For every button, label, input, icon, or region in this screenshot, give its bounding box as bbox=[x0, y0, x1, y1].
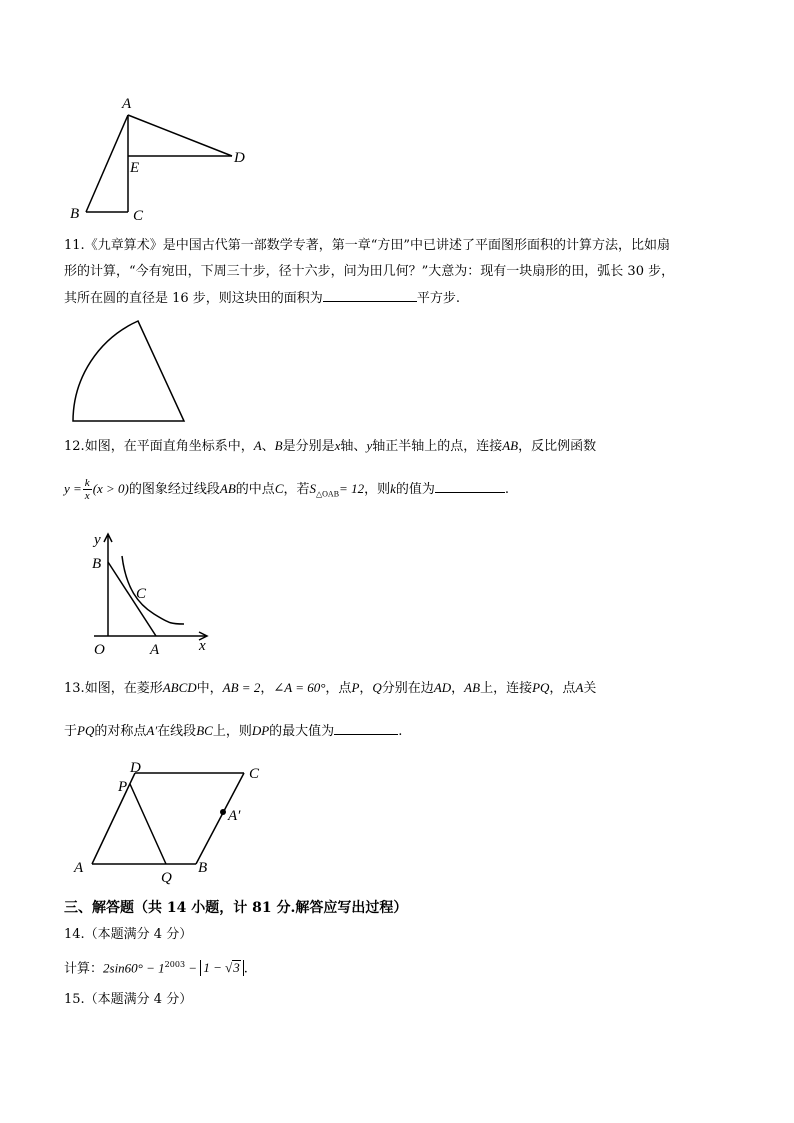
q13-text: 上，连接 bbox=[480, 681, 533, 696]
math-A: A bbox=[253, 438, 262, 453]
q15-header bbox=[64, 990, 192, 1010]
q11-text: 《九章算术》是中国古代第一部数学专著，第一章“方田”中已讲述了平面图形面积的计算方法，比如扇 bbox=[84, 238, 670, 253]
q13-text: 于 bbox=[64, 724, 78, 739]
label-B: B bbox=[70, 206, 80, 222]
q13-text: ，点 bbox=[325, 681, 352, 696]
math-function: y = bbox=[64, 481, 82, 496]
q12-text: . bbox=[504, 482, 510, 497]
q12-line2 bbox=[64, 474, 509, 510]
math-absolute-value: 1 − √3 bbox=[200, 960, 243, 976]
q11-text: 形的计算，“今有宛田，下周三十步，径十六步，问为田几何？”大意为：现有一块扇形的田，弧长 30 步， bbox=[64, 264, 675, 279]
label-A-prime: A′ bbox=[228, 808, 241, 824]
figure-q10 bbox=[60, 90, 260, 230]
section-title bbox=[64, 898, 407, 918]
section-title-text: 三、解答题（共 14 小题，计 81 分.解答应写出过程） bbox=[64, 900, 408, 916]
q12-text: ，反比例函数 bbox=[518, 439, 597, 454]
math-AB-eq: AB = 2 bbox=[222, 680, 261, 695]
math-DP: DP bbox=[251, 723, 270, 738]
q15-header-text: 15.（本题满分 4 分） bbox=[64, 992, 193, 1007]
figure-q13-rhombus bbox=[66, 758, 276, 890]
math-angle: ∠A = 60° bbox=[273, 680, 326, 695]
label-P: P bbox=[118, 779, 128, 795]
math-sqrt-arg: 3 bbox=[233, 960, 240, 976]
answer-blank[interactable] bbox=[435, 478, 505, 493]
label-B: B bbox=[198, 860, 208, 876]
math-expression: 2sin60° − 1 bbox=[103, 960, 165, 976]
q12-text: ，则 bbox=[364, 482, 391, 497]
label-C: C bbox=[136, 586, 147, 602]
q11-number: 11. bbox=[64, 238, 85, 253]
math-B: B bbox=[274, 438, 283, 453]
label-D: D bbox=[234, 150, 245, 166]
math-PQ: PQ bbox=[532, 680, 550, 695]
q14-end: . bbox=[243, 961, 248, 977]
q13-text: ，点 bbox=[549, 681, 576, 696]
answer-blank[interactable] bbox=[334, 720, 398, 735]
label-E: E bbox=[130, 160, 140, 176]
q13-text: 分别在边 bbox=[381, 681, 434, 696]
q13-text: 在线段 bbox=[157, 724, 197, 739]
q12-text: 如图，在平面直角坐标系中， bbox=[84, 439, 254, 454]
math-C: C bbox=[274, 481, 284, 496]
math-AD: AD bbox=[433, 680, 452, 695]
q12-text: 是分别是 bbox=[282, 439, 335, 454]
fraction-denominator: x bbox=[84, 490, 90, 502]
math-y: y bbox=[366, 438, 373, 453]
answer-blank[interactable] bbox=[323, 287, 417, 302]
q12-text: 、 bbox=[261, 439, 275, 454]
math-Q: Q bbox=[372, 680, 382, 695]
q14-expression bbox=[64, 953, 248, 981]
math-ABCD: ABCD bbox=[162, 680, 197, 695]
label-Q: Q bbox=[161, 870, 172, 886]
q12-text: 轴正半轴上的点，连接 bbox=[372, 439, 503, 454]
label-C: C bbox=[133, 208, 144, 224]
q14-label: 计算： bbox=[64, 961, 104, 977]
q13-text: ， bbox=[359, 681, 373, 696]
math-condition: (x > 0) bbox=[92, 481, 129, 496]
q13-text: 的对称点 bbox=[94, 724, 147, 739]
q11-text: 平方步. bbox=[416, 291, 460, 306]
figure-q12-coordinates bbox=[86, 528, 216, 658]
q13-text: 中， bbox=[196, 681, 223, 696]
math-AB: AB bbox=[464, 680, 481, 695]
q13-line2 bbox=[64, 720, 402, 742]
q12-text: 的图象经过线段 bbox=[128, 482, 220, 497]
q12-number: 12. bbox=[64, 439, 85, 454]
math-P: P bbox=[351, 680, 360, 695]
math-abs-content: 1 − bbox=[203, 960, 226, 976]
math-S-value: = 12 bbox=[339, 481, 365, 496]
math-AB: AB bbox=[219, 481, 236, 496]
q11-text: 其所在圆的直径是 16 步，则这块田的面积为 bbox=[64, 291, 323, 306]
q13-text: 的最大值为 bbox=[269, 724, 335, 739]
q14-header-text: 14.（本题满分 4 分） bbox=[64, 927, 193, 942]
math-x: x bbox=[334, 438, 341, 453]
math-PQ: PQ bbox=[77, 723, 95, 738]
label-C: C bbox=[249, 766, 260, 782]
q13-text: 关 bbox=[583, 681, 597, 696]
q13-text: ， bbox=[451, 681, 465, 696]
math-k: k bbox=[390, 481, 396, 496]
q12-text: 的值为 bbox=[395, 482, 435, 497]
q11-line3 bbox=[64, 287, 460, 309]
math-minus: − bbox=[185, 960, 201, 976]
fraction-numerator: k bbox=[84, 477, 90, 489]
math-AB: AB bbox=[502, 438, 519, 453]
math-S-subscript: △OAB bbox=[316, 489, 340, 499]
q13-number: 13. bbox=[64, 681, 85, 696]
figure-q11-sector bbox=[66, 315, 196, 425]
q13-text: 上，则 bbox=[212, 724, 252, 739]
q13-line1 bbox=[64, 678, 596, 699]
label-D: D bbox=[130, 760, 141, 776]
math-A-prime: A′ bbox=[146, 723, 158, 738]
axis-y-label: y bbox=[94, 532, 101, 548]
label-O: O bbox=[94, 642, 105, 658]
q12-text: 轴、 bbox=[340, 439, 367, 454]
math-BC: BC bbox=[196, 723, 213, 738]
q12-text: ，若 bbox=[283, 482, 310, 497]
label-A: A bbox=[150, 642, 160, 658]
q11-line2 bbox=[64, 262, 674, 282]
q12-text: 的中点 bbox=[235, 482, 275, 497]
label-A: A bbox=[122, 96, 132, 112]
q11-line1 bbox=[64, 236, 670, 256]
label-A: A bbox=[74, 860, 84, 876]
label-B: B bbox=[92, 556, 102, 572]
q13-text: . bbox=[398, 724, 403, 739]
q14-header bbox=[64, 925, 192, 945]
math-exponent: 2003 bbox=[164, 960, 186, 969]
math-S: S bbox=[309, 481, 316, 496]
q13-text: ， bbox=[260, 681, 274, 696]
math-A: A bbox=[575, 680, 584, 695]
q13-text: 如图，在菱形 bbox=[84, 681, 163, 696]
q12-line1 bbox=[64, 436, 596, 457]
axis-x-label: x bbox=[199, 638, 206, 654]
fraction-k-over-x bbox=[83, 477, 92, 502]
